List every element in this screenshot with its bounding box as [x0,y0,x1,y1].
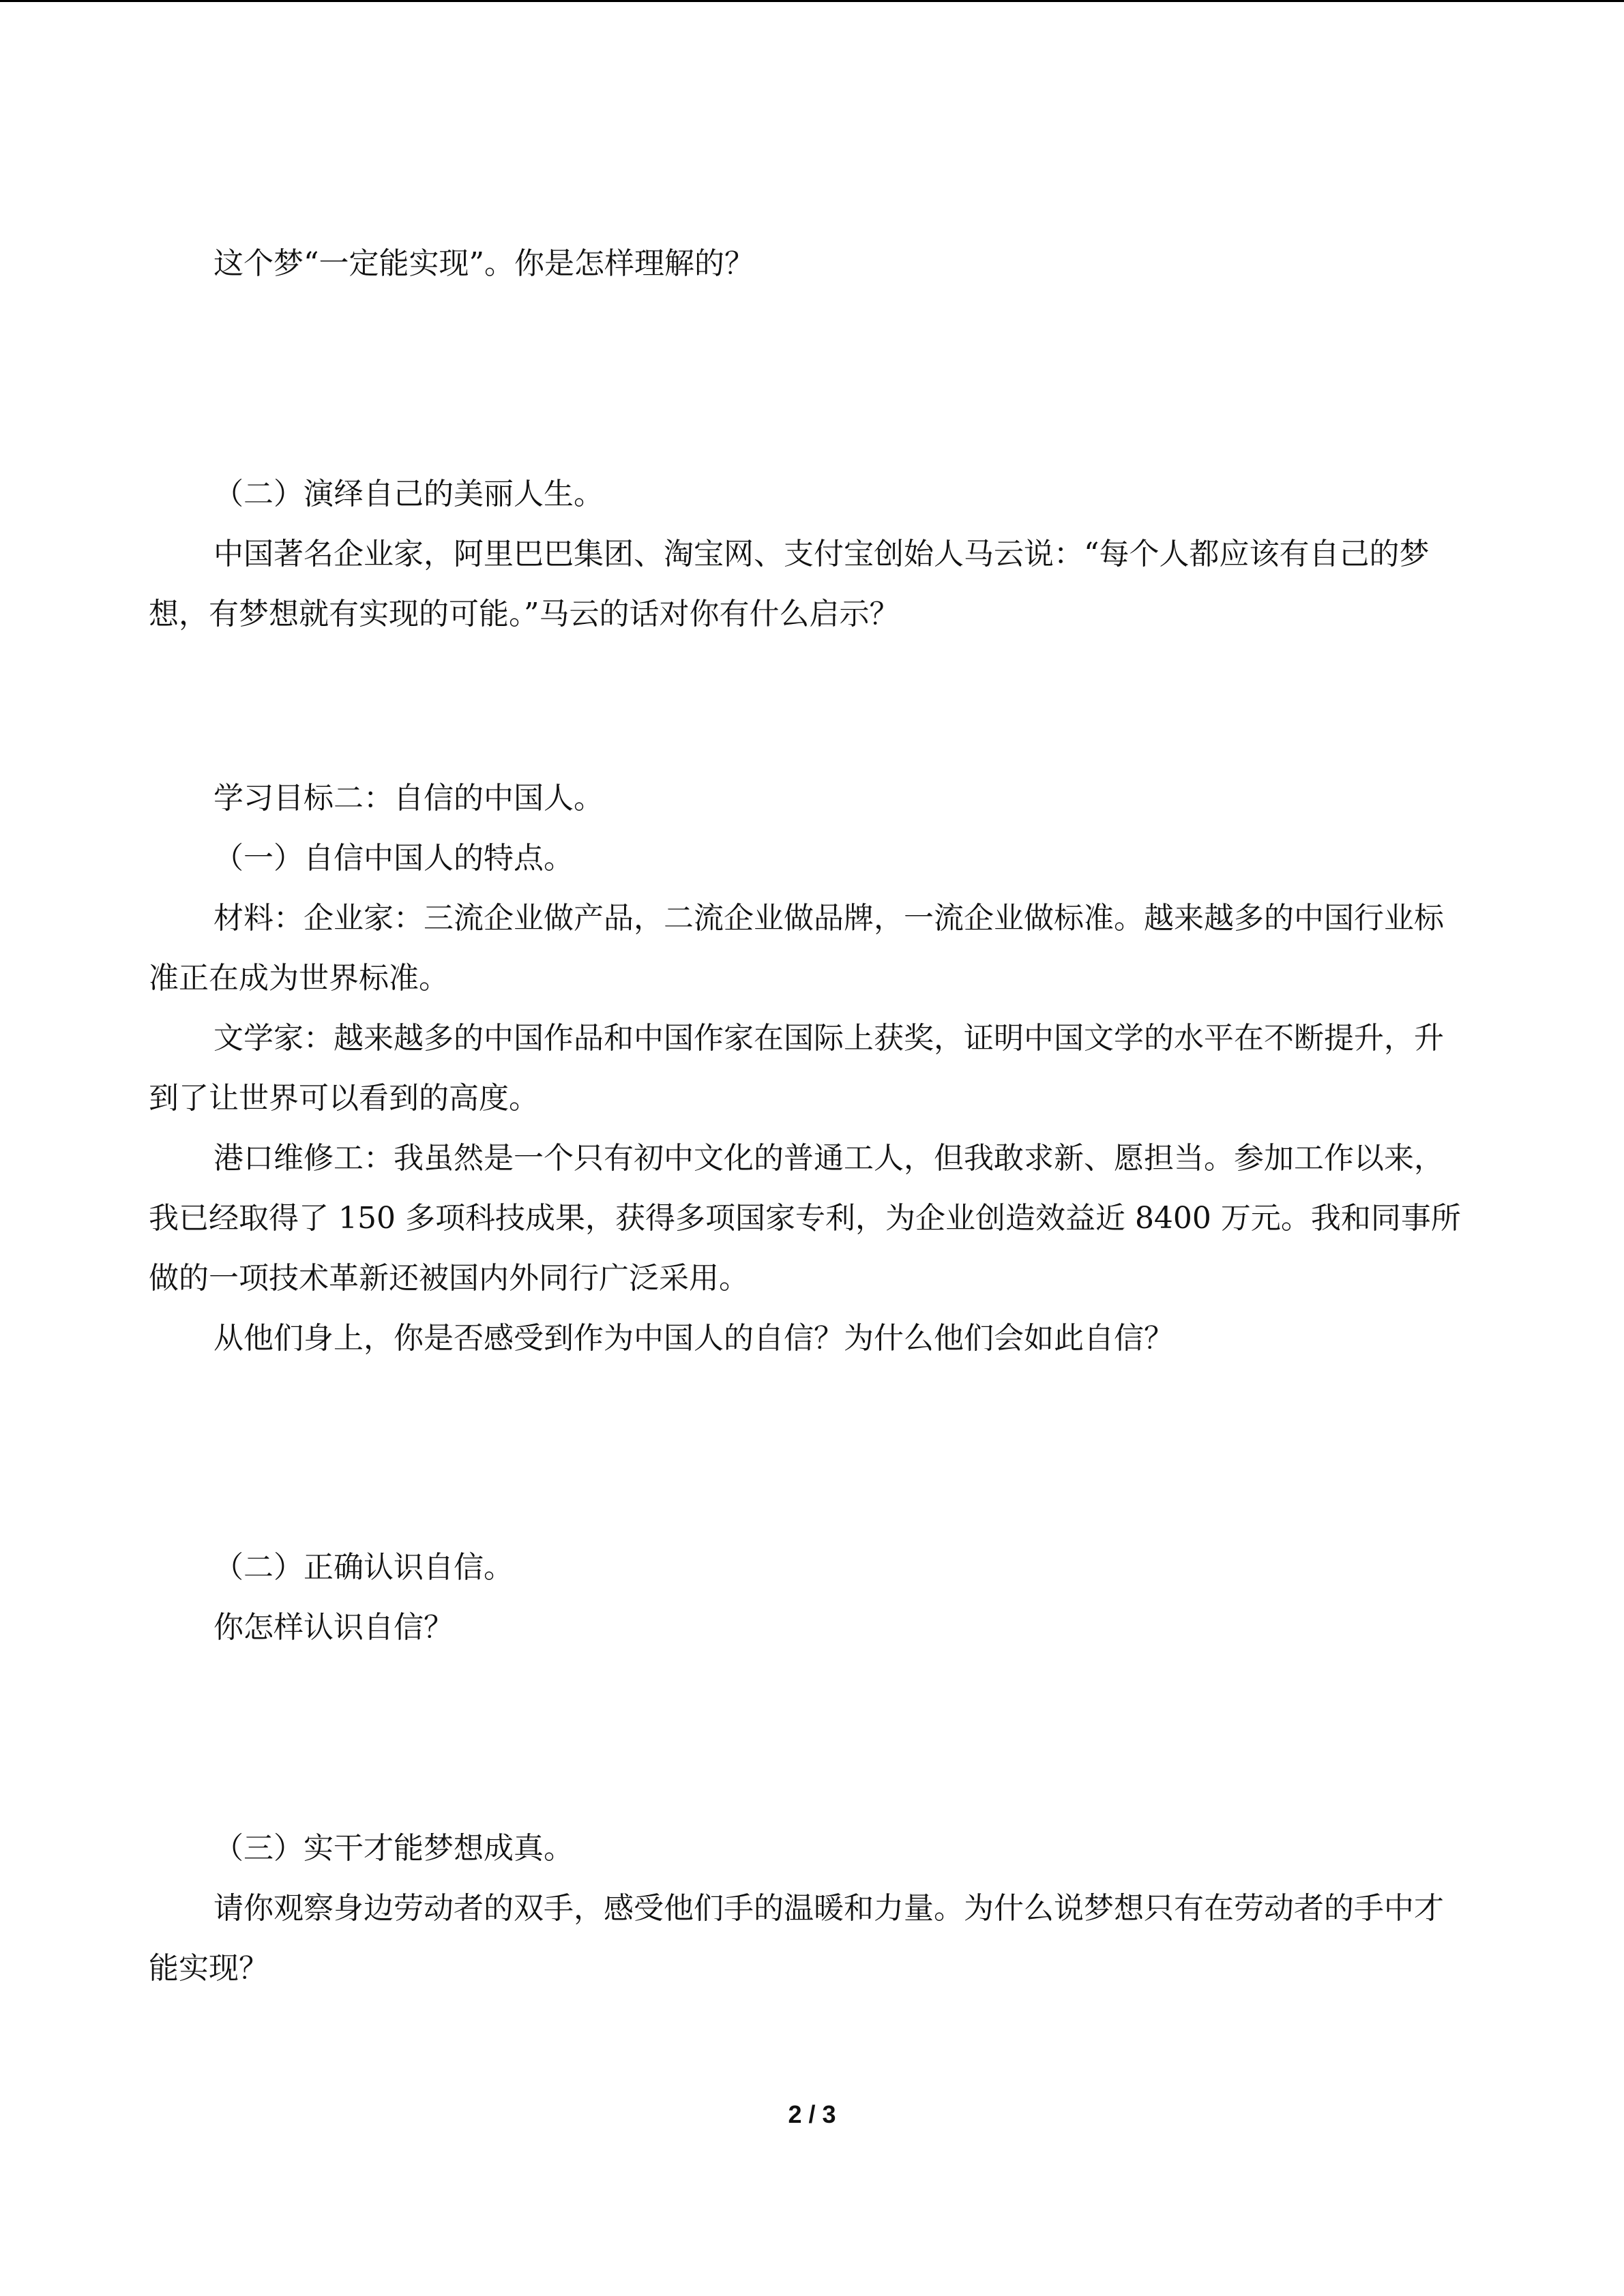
question-understanding-confidence: 你怎样认识自信？ [213,1610,454,1645]
top-border-line [0,0,1624,2]
subsection-heading: （二）正确认识自信。 [213,1550,514,1585]
document-body [149,234,1465,1999]
question-dream-realization: 这个梦“一定能实现”。你是怎样理解的？ [213,246,754,281]
material-entrepreneur: 材料：企业家：三流企业做产品，二流企业做品牌，一流企业做标准。越来越多的中国行业标准正在成为世界标准。 [149,901,1444,996]
answer-space [149,294,1465,464]
material-writer: 文学家：越来越多的中国作品和中国作家在国际上获奖，证明中国文学的水平在不断提升，升到了让世界可以看到的高度。 [149,1021,1444,1116]
answer-space [149,644,1465,769]
page-number: 2 / 3 [788,2100,836,2128]
question-workers-hands: 请你观察身边劳动者的双手，感受他们手的温暖和力量。为什么说梦想只有在劳动者的手中才能实现？ [149,1891,1444,1986]
question-jack-ma-quote: 中国著名企业家，阿里巴巴集团、淘宝网、支付宝创始人马云说：“每个人都应该有自己的梦想，有梦想就有实现的可能。”马云的话对你有什么启示？ [149,537,1430,631]
subsection-heading: （二）演绎自己的美丽人生。 [213,477,604,511]
material-port-worker: 港口维修工：我虽然是一个只有初中文化的普通工人，但我敢求新、愿担当。参加工作以来，我已经取得了 150 多项科技成果，获得多项国家专利，为企业创造效益近 8400 万元。我和同事所做的一项技术革新还被国内外同行广泛采用。 [149,1141,1461,1296]
subsection-heading: （一）自信中国人的特点。 [213,841,574,876]
subsection-heading: （三）实干才能梦想成真。 [213,1831,574,1866]
learning-objective-heading: 学习目标二：自信的中国人。 [213,781,604,816]
question-chinese-confidence: 从他们身上，你是否感受到作为中国人的自信？为什么他们会如此自信？ [213,1321,1174,1356]
answer-space [149,1658,1465,1819]
answer-space [149,1369,1465,1538]
